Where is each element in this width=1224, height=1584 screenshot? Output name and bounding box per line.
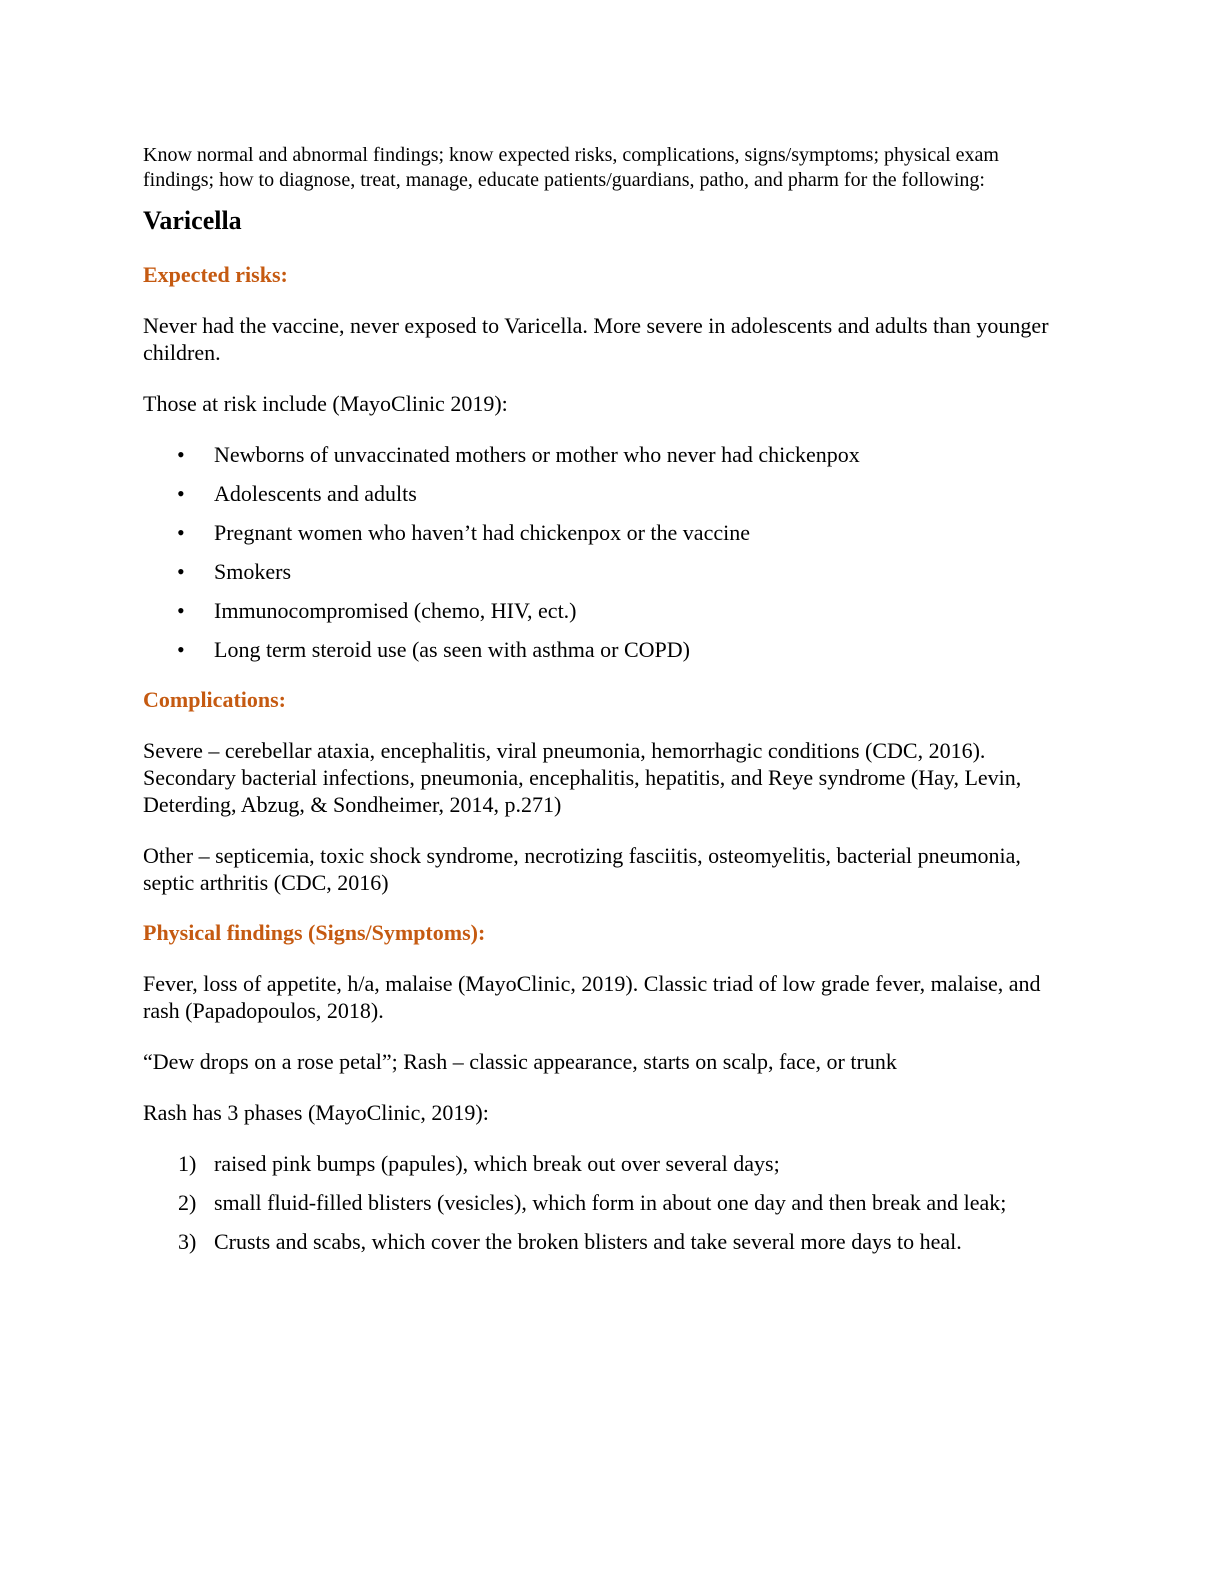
intro-paragraph: Know normal and abnormal findings; know expected risks, complications, signs/symptoms; physical exam findings; how to diagnose, treat, manage, educate patients/guardians, patho, and pharm for the following: xyxy=(143,144,999,191)
document-page xyxy=(143,143,1073,1255)
at-risk-intro: Those at risk include (MayoClinic 2019): xyxy=(143,391,508,416)
physical-findings-heading: Physical findings (Signs/Symptoms): xyxy=(143,920,486,945)
bullet-icon: • xyxy=(177,442,185,467)
rash-phases-list xyxy=(143,1150,1073,1255)
complications-severe-paragraph: Severe – cerebellar ataxia, encephalitis, viral pneumonia, hemorrhagic conditions (CDC, 2016). Secondary bacterial infections, pneumonia, encephalitis, hepatitis, and Reye syndrome (Hay, Levin, Deterding, Abzug, & Sondheimer, 2014, p.271) xyxy=(143,738,1022,817)
at-risk-list xyxy=(143,441,1073,663)
list-item: 2) small fluid-filled blisters (vesicles), which form in about one day and then break and leak; xyxy=(178,1190,1007,1215)
bullet-icon: • xyxy=(177,520,185,545)
list-item: • Smokers xyxy=(177,559,291,584)
list-item: • Immunocompromised (chemo, HIV, ect.) xyxy=(177,598,577,623)
bullet-icon: • xyxy=(177,559,185,584)
document-title: Varicella xyxy=(143,206,242,235)
expected-risks-paragraph: Never had the vaccine, never exposed to Varicella. More severe in adolescents and adults than younger children. xyxy=(143,313,1049,365)
list-number: 3) xyxy=(178,1229,197,1254)
rash-phases-intro: Rash has 3 phases (MayoClinic, 2019): xyxy=(143,1100,489,1125)
list-item: 1) raised pink bumps (papules), which break out over several days; xyxy=(178,1151,780,1176)
rash-appearance-paragraph: “Dew drops on a rose petal”; Rash – classic appearance, starts on scalp, face, or trunk xyxy=(143,1049,897,1074)
list-item: • Adolescents and adults xyxy=(177,481,417,506)
expected-risks-heading: Expected risks: xyxy=(143,262,288,287)
complications-other-paragraph: Other – septicemia, toxic shock syndrome, necrotizing fasciitis, osteomyelitis, bacterial pneumonia, septic arthritis (CDC, 2016) xyxy=(143,843,1021,895)
complications-heading: Complications: xyxy=(143,687,286,712)
list-number: 1) xyxy=(178,1151,197,1176)
list-item: 3) Crusts and scabs, which cover the broken blisters and take several more days to heal. xyxy=(178,1229,962,1254)
list-item: • Newborns of unvaccinated mothers or mother who never had chickenpox xyxy=(177,442,860,467)
list-item: • Long term steroid use (as seen with asthma or COPD) xyxy=(177,637,690,662)
list-item: • Pregnant women who haven’t had chickenpox or the vaccine xyxy=(177,520,750,545)
symptoms-paragraph: Fever, loss of appetite, h/a, malaise (MayoClinic, 2019). Classic triad of low grade fever, malaise, and rash (Papadopoulos, 2018). xyxy=(143,971,1041,1023)
bullet-icon: • xyxy=(177,598,185,623)
bullet-icon: • xyxy=(177,637,185,662)
list-number: 2) xyxy=(178,1190,197,1215)
bullet-icon: • xyxy=(177,481,185,506)
